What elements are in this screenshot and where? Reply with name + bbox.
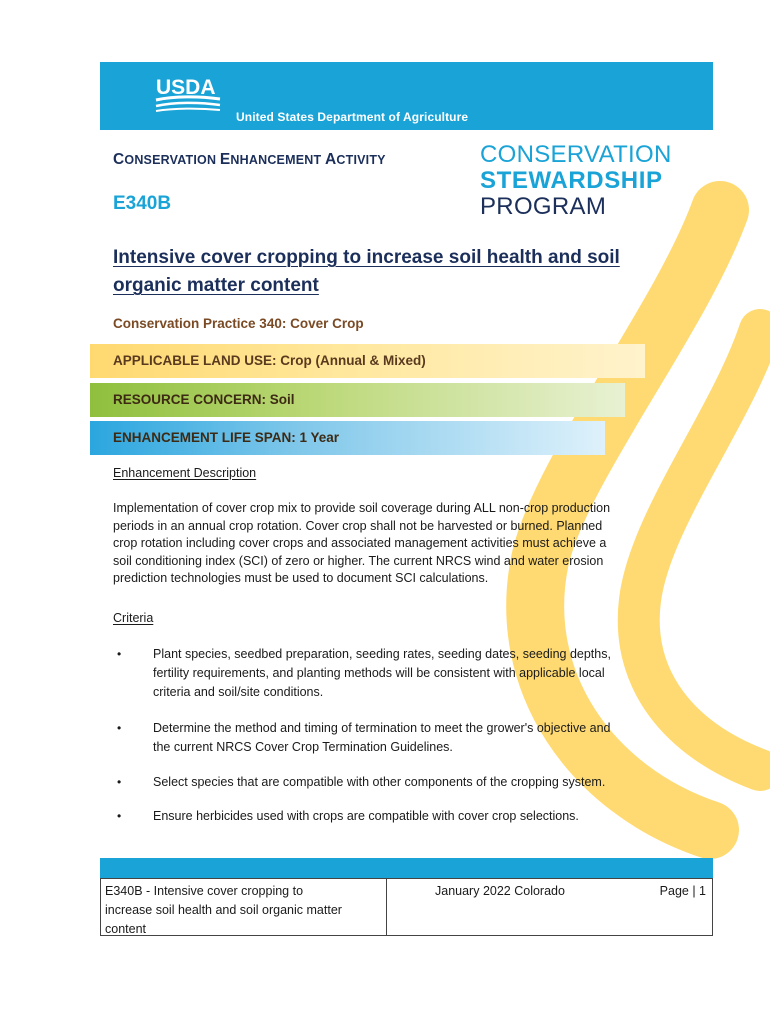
bullet-icon: • (117, 809, 122, 823)
criteria-item-text: Plant species, seedbed preparation, seeding rates, seeding dates, seeding depths, fertility requirements, and planting methods will be consistent with applicable local criteria and soil/site conditions. (153, 647, 611, 699)
description-line: Implementation of cover crop mix to provide soil coverage during ALL non-crop production (113, 501, 611, 515)
footer-date: January 2022 Colorado (435, 884, 565, 898)
criteria-item-text: Select species that are compatible with other components of the cropping system. (153, 775, 606, 789)
description-line: soil conditioning index (SCI) of zero or higher. The current NRCS wind and water erosion (113, 553, 604, 568)
land-use-band: APPLICABLE LAND USE: Crop (Annual & Mixed) (90, 344, 645, 378)
usda-logo (154, 74, 224, 114)
bullet-icon: • (117, 647, 122, 661)
description-text (113, 500, 685, 588)
svg-text:USDA: USDA (156, 76, 216, 99)
program-logo-line: STEWARDSHIP (480, 167, 663, 194)
criteria-item-text: Ensure herbicides used with crops are compatible with cover crop selections. (153, 809, 579, 823)
resource-concern-band: RESOURCE CONCERN: Soil (90, 383, 625, 417)
bullet-icon: • (117, 775, 122, 789)
life-span-band: ENHANCEMENT LIFE SPAN: 1 Year (90, 421, 605, 455)
enhancement-code: E340B (113, 193, 172, 214)
criteria-heading: Criteria (113, 611, 154, 625)
description-line: crop rotation including cover crops and associated management activities must achieve a (113, 536, 607, 551)
bullet-icon: • (117, 721, 122, 735)
footer-color-bar (100, 858, 713, 878)
department-name: United States Department of Agriculture (236, 110, 469, 124)
criteria-item-text: Determine the method and timing of termination to meet the grower's objective and the current NRCS Cover Crop Termination Guidelines. (153, 721, 611, 754)
page-number: Page | 1 (659, 884, 706, 898)
program-logo-line: PROGRAM (480, 193, 607, 220)
conservation-practice: Conservation Practice 340: Cover Crop (113, 316, 364, 331)
usda-header-banner (100, 62, 713, 130)
description-line: periods in an annual crop rotation. Cover crop shall not be harvested or burned. Planned (113, 518, 603, 533)
footer-document-title: E340B - Intensive cover cropping to increase soil health and soil organic matter content (101, 879, 387, 935)
description-heading: Enhancement Description (113, 466, 257, 480)
program-logo (480, 143, 672, 221)
activity-label: CONSERVATION ENHANCEMENT ACTIVITY (113, 151, 386, 168)
description-line: prediction technologies must be used to document SCI calculations. (113, 571, 489, 586)
enhancement-title: Intensive cover cropping to increase soil health and soil organic matter content (113, 247, 620, 296)
footer-table (100, 878, 713, 936)
program-logo-line: CONSERVATION (480, 141, 672, 168)
